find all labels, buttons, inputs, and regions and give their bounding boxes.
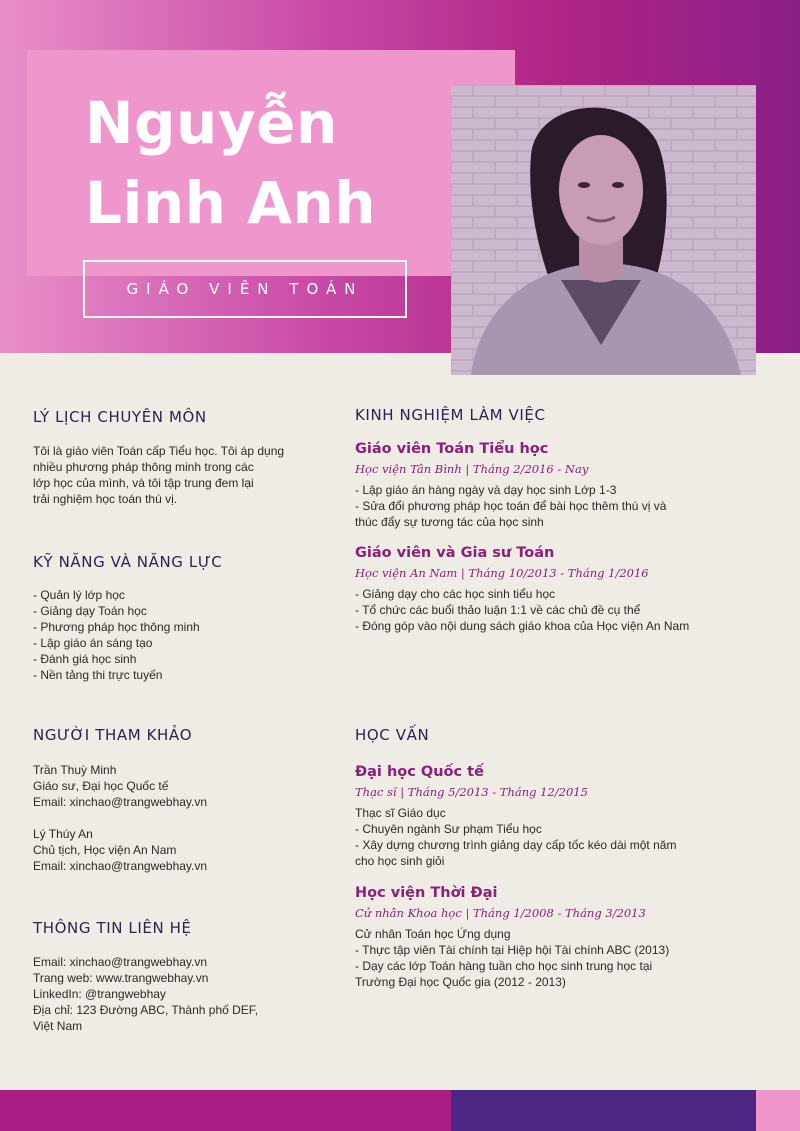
profile-text	[33, 443, 333, 507]
skills-list	[33, 587, 333, 683]
contact-title: THÔNG TIN LIÊN HỆ	[33, 919, 192, 937]
job-meta: Học viện Tân Bình | Tháng 2/2016 - Nay	[355, 462, 589, 476]
reference-2	[33, 826, 333, 874]
job-title-label: GIÁO VIÊN TOÁN	[126, 280, 364, 298]
profile-title: LÝ LỊCH CHUYÊN MÔN	[33, 408, 207, 426]
profile-section	[33, 408, 333, 507]
job-duties	[355, 586, 775, 634]
job-meta: Học viện An Nam | Tháng 10/2013 - Tháng 1/2016	[355, 566, 649, 580]
job-duties	[355, 482, 775, 530]
contact-list	[33, 954, 333, 1034]
contact-email: Email: xinchao@trangwebhay.vn	[33, 955, 208, 969]
candidate-name	[85, 83, 376, 243]
school-detail: - Thực tập viên Tài chính tại Hiệp hội Tài chính ABC (2013)	[355, 943, 670, 957]
job-duty: - Sửa đổi phương pháp học toán để bài học thêm thú vị và	[355, 499, 667, 513]
education-section	[355, 726, 775, 990]
education-title: HỌC VẤN	[355, 726, 430, 744]
skill-item: - Lập giáo án sáng tạo	[33, 636, 153, 650]
contact-section	[33, 919, 333, 1034]
school-detail: Thạc sĩ Giáo dục	[355, 806, 446, 820]
school-detail: - Xây dựng chương trình giảng dạy cấp tốc kéo dài một năm	[355, 838, 677, 852]
footer-bar-purple	[451, 1090, 756, 1131]
profile-line: nhiều phương pháp thông minh trong các	[33, 460, 254, 474]
reference-name: Lý Thúy An	[33, 827, 93, 841]
experience-title: KINH NGHIỆM LÀM VIỆC	[355, 406, 546, 424]
skill-item: - Quản lý lớp học	[33, 588, 125, 602]
school-title: Học viện Thời Đại	[355, 885, 498, 901]
job-duty: - Lập giáo án hàng ngày và dạy học sinh Lớp 1-3	[355, 483, 617, 497]
job-title: Giáo viên và Gia sư Toán	[355, 545, 555, 561]
references-title: NGƯỜI THAM KHẢO	[33, 726, 193, 744]
school-detail: - Dạy các lớp Toán hàng tuần cho học sinh trung học tại	[355, 959, 653, 973]
profile-line: lớp học của mình, và tôi tập trung đem lại	[33, 476, 254, 490]
skills-title: KỸ NĂNG VÀ NĂNG LỰC	[33, 553, 223, 571]
job-duty: - Giảng dạy cho các học sinh tiểu học	[355, 587, 556, 601]
reference-name: Trần Thuỳ Minh	[33, 763, 117, 777]
reference-role: Chủ tịch, Học viện An Nam	[33, 843, 177, 857]
profile-photo	[451, 85, 756, 375]
job-title-box	[83, 260, 407, 318]
school-meta: Thạc sĩ | Tháng 5/2013 - Tháng 12/2015	[355, 785, 588, 799]
skill-item: - Phương pháp học thông minh	[33, 620, 200, 634]
profile-line: trải nghiệm học toán thú vị.	[33, 492, 178, 506]
job-duty: thúc đẩy sự tương tác của học sinh	[355, 515, 544, 529]
contact-address-cont: Việt Nam	[33, 1019, 83, 1033]
profile-line: Tôi là giáo viên Toán cấp Tiểu học. Tôi áp dụng	[33, 444, 285, 458]
school-detail: - Chuyên ngành Sư phạm Tiểu học	[355, 822, 542, 836]
reference-1	[33, 762, 333, 810]
school-details	[355, 926, 775, 990]
job-duty: - Đóng góp vào nội dung sách giáo khoa của Học viện An Nam	[355, 619, 690, 633]
job-title: Giáo viên Toán Tiểu học	[355, 441, 549, 457]
contact-linkedin: LinkedIn: @trangwebhay	[33, 987, 166, 1001]
contact-website: Trang web: www.trangwebhay.vn	[33, 971, 209, 985]
skill-item: - Nền tảng thi trực tuyến	[33, 668, 163, 682]
name-line-1: Nguyễn	[85, 89, 338, 157]
job-duty: - Tổ chức các buổi thảo luận 1:1 về các chủ đề cụ thể	[355, 603, 641, 617]
reference-role: Giáo sư, Đại học Quốc tế	[33, 779, 169, 793]
right-eye	[612, 182, 624, 188]
job-1	[355, 441, 775, 530]
face	[559, 135, 643, 245]
experience-section	[355, 406, 775, 634]
footer-bar-pink	[756, 1090, 800, 1131]
skill-item: - Đánh giá học sinh	[33, 652, 137, 666]
name-line-2: Linh Anh	[85, 169, 377, 237]
footer-bar-magenta	[0, 1090, 451, 1131]
job-2	[355, 545, 775, 634]
school-detail: Cử nhân Toán học Ứng dụng	[355, 927, 511, 941]
contact-address: Địa chỉ: 123 Đường ABC, Thành phố DEF,	[33, 1003, 259, 1017]
left-eye	[578, 182, 590, 188]
school-meta: Cử nhân Khoa học | Tháng 1/2008 - Tháng 3/2013	[355, 906, 646, 920]
school-detail: Trường Đại học Quốc gia (2012 - 2013)	[355, 975, 566, 989]
reference-email: Email: xinchao@trangwebhay.vn	[33, 795, 208, 809]
school-1	[355, 764, 775, 869]
school-title: Đại học Quốc tế	[355, 764, 484, 780]
school-details	[355, 805, 775, 869]
references-section	[33, 726, 333, 874]
school-detail: cho học sinh giỏi	[355, 854, 445, 868]
skills-section	[33, 553, 333, 683]
reference-email: Email: xinchao@trangwebhay.vn	[33, 859, 208, 873]
skill-item: - Giảng dạy Toán học	[33, 604, 147, 618]
portrait-illustration	[451, 85, 756, 375]
school-2	[355, 885, 775, 990]
